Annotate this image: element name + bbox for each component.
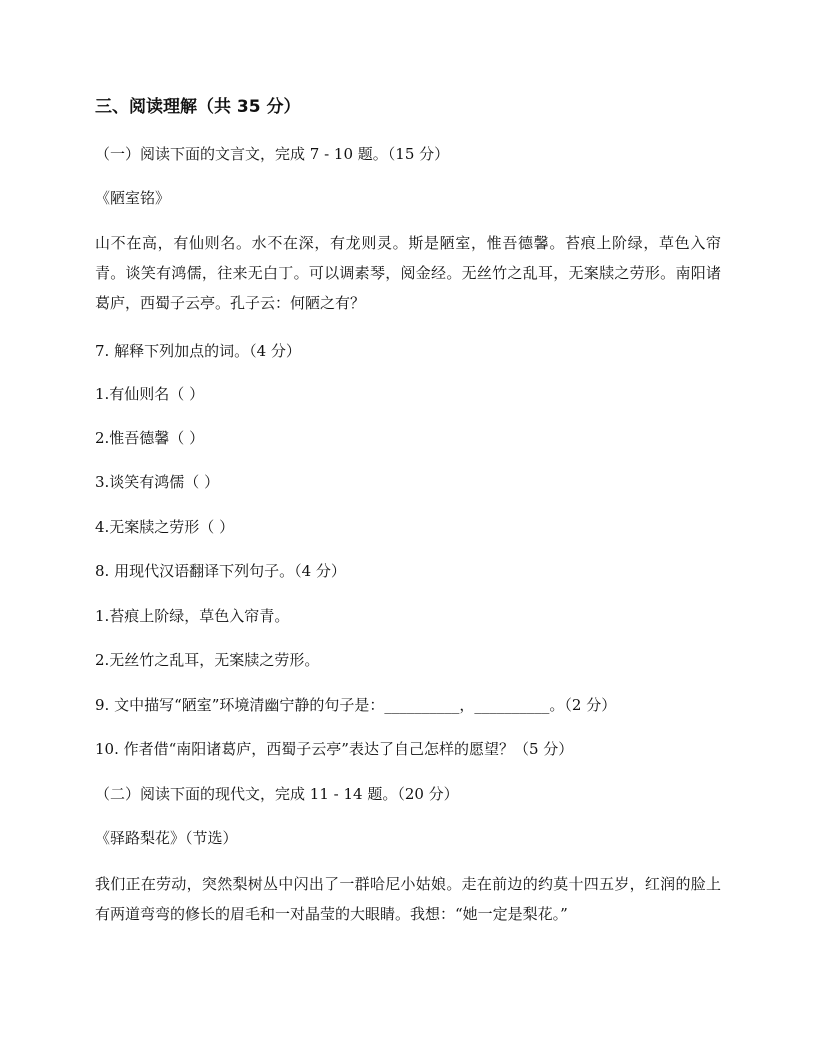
part2-passage: 我们正在劳动，突然梨树丛中闪出了一群哈尼小姑娘。走在前边的约莫十四五岁，红润的脸上有两道弯弯的修长的眉毛和一对晶莹的大眼睛。我想：“她一定是梨花。”: [95, 875, 721, 923]
question-8: 8. 用现代汉语翻译下列句子。（4 分）: [95, 562, 346, 580]
question-7-item: 3.谈笑有鸿儒（ ）: [95, 473, 220, 491]
question-8-item: 1.苔痕上阶绿，草色入帘青。: [95, 607, 290, 625]
part2-heading: （二）阅读下面的现代文，完成 11 - 14 题。（20 分）: [95, 785, 459, 803]
question-7: 7. 解释下列加点的词。（4 分）: [95, 342, 301, 360]
question-7-item: 2.惟吾德馨（ ）: [95, 429, 205, 447]
question-8-item: 2.无丝竹之乱耳，无案牍之劳形。: [95, 651, 320, 669]
section-title: 三、阅读理解（共 35 分）: [95, 97, 301, 117]
part1-heading: （一）阅读下面的文言文，完成 7 - 10 题。（15 分）: [95, 145, 450, 163]
question-9: 9. 文中描写“陋室”环境清幽宁静的句子是：__________，__________。（2 分）: [95, 696, 617, 714]
question-7-item: 4.无案牍之劳形（ ）: [95, 518, 235, 536]
part2-text-title: 《驿路梨花》（节选）: [95, 829, 238, 847]
question-7-item: 1.有仙则名（ ）: [95, 385, 205, 403]
part1-passage: 山不在高，有仙则名。水不在深，有龙则灵。斯是陋室，惟吾德馨。苔痕上阶绿，草色入帘青。谈笑有鸿儒，往来无白丁。可以调素琴，阅金经。无丝竹之乱耳，无案牍之劳形。南阳诸葛庐，西蜀子云亭。孔子云：何陋之有？: [95, 234, 721, 312]
part1-text-title: 《陋室铭》: [95, 189, 171, 207]
question-10: 10. 作者借“南阳诸葛庐，西蜀子云亭”表达了自己怎样的愿望？（5 分）: [95, 740, 574, 758]
